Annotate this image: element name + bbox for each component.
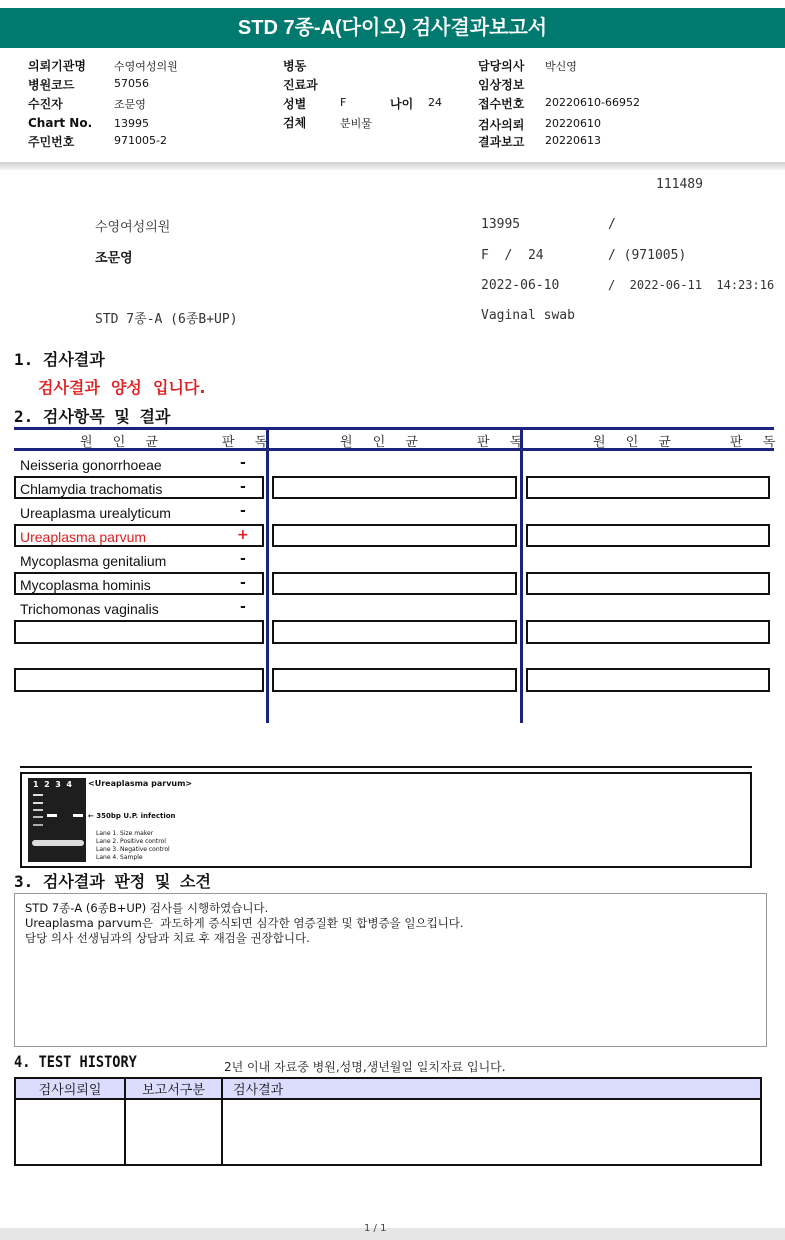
row-box xyxy=(526,524,770,547)
section1-title: 1. 검사결과 xyxy=(14,350,105,369)
gel-band xyxy=(33,809,43,811)
table-top-rule xyxy=(14,427,774,430)
row-box xyxy=(526,572,770,595)
label-department: 진료과 xyxy=(283,78,318,92)
gel-band xyxy=(73,814,83,817)
gel-title: <Ureaplasma parvum> xyxy=(88,779,193,788)
address-name: 조문영 xyxy=(95,251,133,266)
gel-band xyxy=(47,814,57,817)
section2-title: 2. 검사항목 및 결과 xyxy=(14,407,171,426)
address-date2: / 2022-06-11 14:23:16 xyxy=(608,278,775,292)
row-box xyxy=(272,668,517,692)
table-col-divider-1 xyxy=(266,427,269,723)
gel-band xyxy=(33,816,43,818)
section3-title: 3. 검사결과 판정 및 소견 xyxy=(14,872,211,891)
gel-band xyxy=(33,824,43,826)
gel-legend-1: Lane 1. Size maker xyxy=(96,830,154,837)
gel-legend-4: Lane 4. Sample xyxy=(96,854,143,861)
label-receipt-no: 접수번호 xyxy=(478,97,525,111)
organism-result-m-genitalium: - xyxy=(240,551,246,567)
label-doctor: 담당의사 xyxy=(478,59,525,73)
history-col-report-type: 보고서구분 xyxy=(125,1078,222,1099)
gel-legend-3: Lane 3. Negative control xyxy=(96,846,170,853)
value-report-date: 20220613 xyxy=(545,134,601,147)
row-box xyxy=(272,476,517,499)
gel-band xyxy=(33,802,43,804)
organism-name-m-hominis: Mycoplasma hominis xyxy=(20,577,151,593)
history-cell xyxy=(222,1099,761,1165)
row-box xyxy=(526,620,770,644)
address-birth: / (971005) xyxy=(608,248,687,263)
row-box xyxy=(14,620,264,644)
value-receipt-no: 20220610-66952 xyxy=(545,96,640,109)
address-slash: / xyxy=(608,217,616,232)
history-col-request-date: 검사의뢰일 xyxy=(15,1078,125,1099)
address-specimen: Vaginal swab xyxy=(481,308,575,323)
gel-top-rule xyxy=(20,766,752,768)
label-sex: 성별 xyxy=(283,97,307,111)
col-header-organism-3: 원 인 균 xyxy=(593,435,679,450)
value-age: 24 xyxy=(428,96,442,109)
organism-name-u-urealyticum: Ureaplasma urealyticum xyxy=(20,505,171,521)
address-clinic: 수영여성의원 xyxy=(95,220,171,235)
organism-result-u-urealyticum: - xyxy=(240,503,246,519)
row-box xyxy=(526,476,770,499)
address-sex-age: F / 24 xyxy=(481,248,544,263)
row-box xyxy=(272,620,517,644)
value-sex: F xyxy=(340,96,347,109)
history-cell xyxy=(125,1099,222,1165)
page-footer-bar xyxy=(0,1228,785,1240)
label-age: 나이 xyxy=(390,97,414,111)
col-header-judge-1: 판 독 xyxy=(222,435,276,450)
col-header-organism-1: 원 인 균 xyxy=(80,435,166,450)
col-header-organism-2: 원 인 균 xyxy=(340,435,426,450)
report-title: STD 7종-A(다이오) 검사결과보고서 xyxy=(0,8,785,48)
col-header-judge-2: 판 독 xyxy=(477,435,531,450)
address-date1: 2022-06-10 xyxy=(481,278,560,293)
address-chart: 13995 xyxy=(481,217,521,232)
history-table xyxy=(14,1077,762,1166)
gel-legend-2: Lane 2. Positive control xyxy=(96,838,166,845)
label-requester: 의뢰기관명 xyxy=(28,59,86,73)
organism-name-m-genitalium: Mycoplasma genitalium xyxy=(20,553,167,569)
header-divider xyxy=(0,162,785,170)
history-col-result: 검사결과 xyxy=(222,1078,761,1099)
section4-title: 4. TEST HISTORY xyxy=(14,1052,137,1071)
value-test-request: 20220610 xyxy=(545,117,601,130)
history-empty-row xyxy=(15,1099,761,1165)
label-resident-no: 주민번호 xyxy=(28,135,75,149)
organism-name-trichomonas: Trichomonas vaginalis xyxy=(20,601,159,617)
row-box xyxy=(14,668,264,692)
finding-line-2: Ureaplasma parvum은 과도하게 증식되면 심각한 염증질환 및 합병증을 일으킵니다. xyxy=(25,916,464,930)
row-box xyxy=(526,668,770,692)
gel-primer-dimer xyxy=(32,840,84,846)
gel-photo xyxy=(28,778,86,862)
row-box xyxy=(272,572,517,595)
label-report-date: 결과보고 xyxy=(478,135,525,149)
organism-result-m-hominis: - xyxy=(240,575,246,591)
value-specimen: 분비물 xyxy=(340,117,372,130)
history-header-row xyxy=(15,1078,761,1099)
organism-name-neisseria: Neisseria gonorrhoeae xyxy=(20,457,162,473)
section4-note: 2년 이내 자료중 병원,성명,생년월일 일치자료 입니다. xyxy=(224,1060,506,1074)
findings-box xyxy=(14,893,767,1047)
value-doctor: 박신영 xyxy=(545,60,577,73)
label-chart-no: Chart No. xyxy=(28,116,93,130)
organism-name-u-parvum: Ureaplasma parvum xyxy=(20,529,147,545)
label-patient: 수진자 xyxy=(28,97,63,111)
value-hospital-code: 57056 xyxy=(114,77,149,90)
value-patient: 조문영 xyxy=(114,98,146,111)
overall-result: 검사결과 양성 입니다. xyxy=(38,378,206,397)
label-clinical-info: 임상정보 xyxy=(478,78,525,92)
value-requester: 수영여성의원 xyxy=(114,60,178,73)
gel-band xyxy=(33,794,43,796)
label-test-request: 검사의뢰 xyxy=(478,118,525,132)
gel-band-label: ← 350bp U.P. infection xyxy=(88,812,176,820)
organism-result-u-parvum: + xyxy=(237,527,249,543)
label-specimen: 검체 xyxy=(283,116,307,130)
value-chart-no: 13995 xyxy=(114,117,149,130)
label-ward: 병동 xyxy=(283,59,307,73)
value-resident-no: 971005-2 xyxy=(114,134,167,147)
row-box xyxy=(272,524,517,547)
history-cell xyxy=(15,1099,125,1165)
finding-line-3: 담당 의사 선생님과의 상담과 치료 후 재검을 권장합니다. xyxy=(25,931,310,945)
table-col-divider-2 xyxy=(520,427,523,723)
address-test: STD 7종-A (6종B+UP) xyxy=(95,312,238,327)
finding-line-1: STD 7종-A (6종B+UP) 검사를 시행하였습니다. xyxy=(25,901,269,915)
col-header-judge-3: 판 독 xyxy=(730,435,784,450)
organism-result-neisseria: - xyxy=(240,455,246,471)
address-code: 111489 xyxy=(656,177,703,192)
gel-lane-numbers: 1 2 3 4 xyxy=(33,780,72,789)
organism-result-trichomonas: - xyxy=(240,599,246,615)
gel-image-panel xyxy=(20,772,752,868)
label-hospital-code: 병원코드 xyxy=(28,78,75,92)
organism-name-chlamydia: Chlamydia trachomatis xyxy=(20,481,163,497)
page-number: 1 / 1 xyxy=(364,1223,387,1234)
organism-result-chlamydia: - xyxy=(240,479,246,495)
